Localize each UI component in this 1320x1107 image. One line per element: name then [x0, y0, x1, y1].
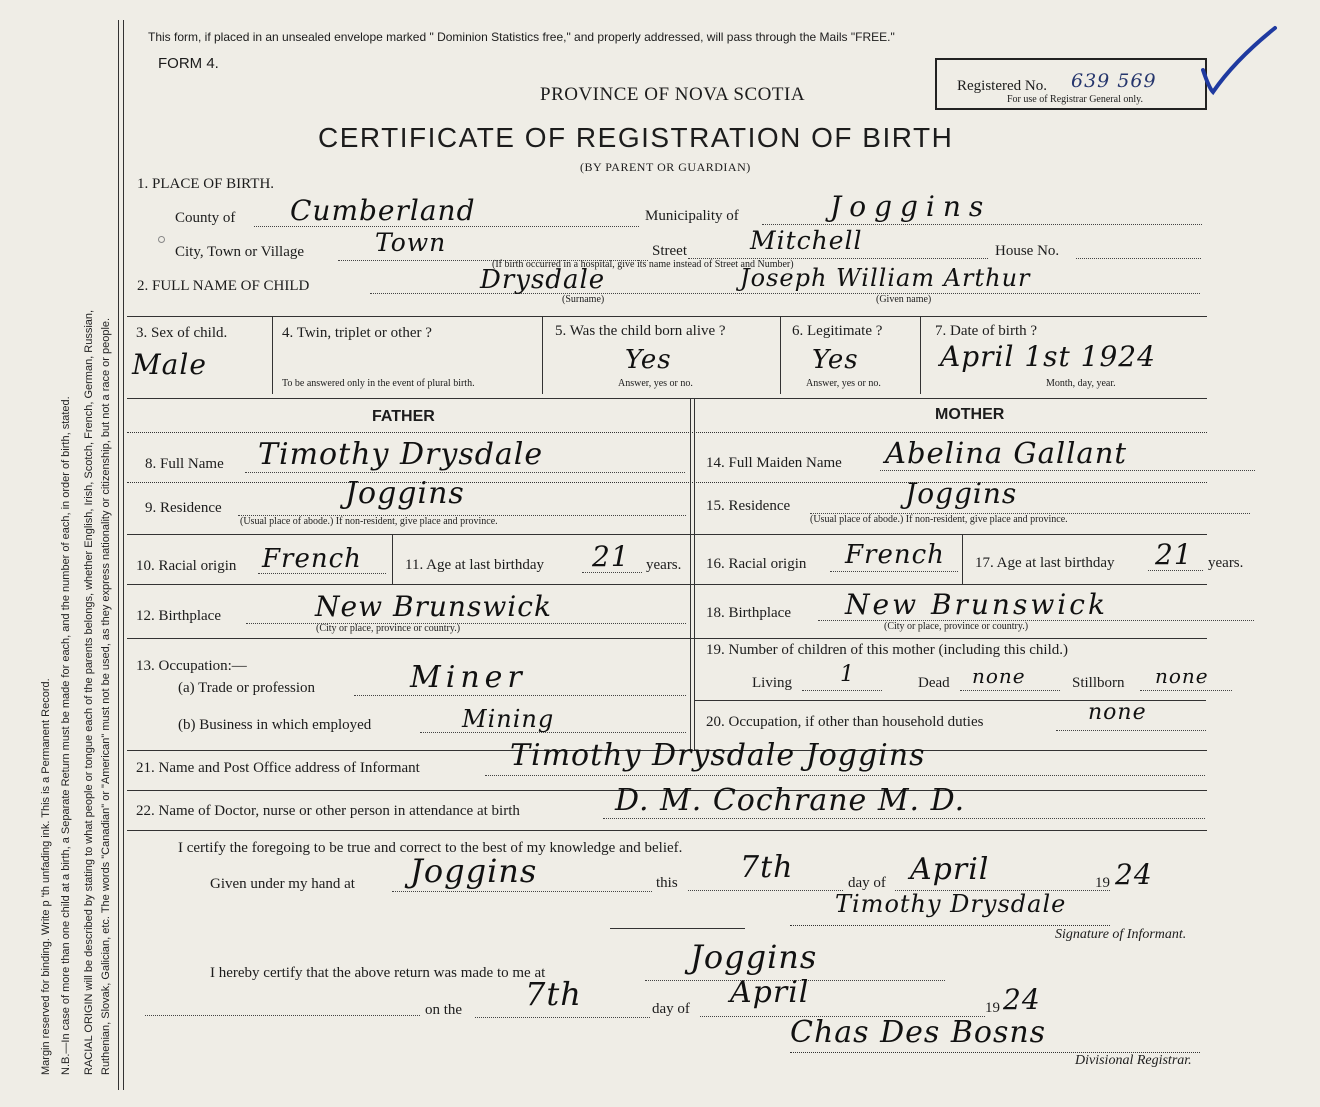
dob-value: April 1st 1924 [940, 340, 1156, 373]
street-label: Street [652, 243, 687, 259]
divider-10 [127, 534, 1207, 535]
informant-label: 21. Name and Post Office address of Informant [136, 760, 420, 776]
divider-8 [127, 432, 1207, 433]
municipality-line [762, 224, 1202, 225]
binding-margin-line [118, 20, 119, 1090]
father-residence-value: Joggins [345, 476, 465, 511]
col-divider-3 [780, 316, 781, 394]
father-years-label: years. [646, 557, 682, 573]
father-race-divider [392, 534, 393, 584]
informant-signature-line [790, 925, 1110, 926]
living-line [802, 690, 882, 691]
registered-number: 639 569 [1071, 70, 1157, 92]
registered-label: Registered No. [957, 78, 1047, 94]
house-label: House No. [995, 243, 1060, 259]
father-birthplace-label: 12. Birthplace [136, 608, 221, 624]
binding-margin-line-2 [123, 20, 124, 1090]
trade-label: (a) Trade or profession [178, 680, 316, 696]
legitimate-value: Yes [812, 345, 859, 375]
divider-12 [127, 584, 1207, 585]
given-caption: (Given name) [876, 294, 932, 305]
sex-value: Male [132, 348, 207, 381]
doctor-line [603, 818, 1205, 819]
street-value: Mitchell [750, 226, 863, 255]
given-day-line [688, 890, 843, 891]
doctor-label: 22. Name of Doctor, nurse or other person in attendance at birth [136, 803, 520, 819]
trade-value: Miner [410, 660, 527, 695]
business-value: Mining [462, 705, 555, 733]
stillborn-label: Stillborn [1072, 675, 1125, 691]
father-race-label: 10. Racial origin [136, 558, 237, 574]
certificate-title: CERTIFICATE OF REGISTRATION OF BIRTH [318, 122, 954, 153]
county-label: County of [175, 210, 236, 226]
mother-heading: MOTHER [935, 406, 1005, 423]
province-heading: PROVINCE OF NOVA SCOTIA [540, 84, 806, 105]
alive-note: Answer, yes or no. [618, 378, 693, 389]
given-day-value: 7th [740, 850, 794, 885]
registrar-month-value: April [730, 975, 810, 1010]
registrar-year-prefix: 19 [985, 1000, 1000, 1016]
registrar-day-of-label: day of [652, 1001, 690, 1017]
day-of-label: day of [848, 875, 886, 891]
registrar-statement: I hereby certify that the above return was made to me at [210, 965, 546, 981]
dead-line [960, 690, 1060, 691]
living-label: Living [752, 675, 792, 691]
mother-residence-value: Joggins [905, 477, 1018, 510]
col-divider-2 [542, 316, 543, 394]
mother-residence-note: (Usual place of abode.) If non-resident, give place and province. [810, 514, 1068, 525]
col-divider-1 [272, 316, 273, 394]
given-place-value: Joggins [410, 852, 538, 890]
registrar-signature: Chas Des Bosns [790, 1015, 1047, 1050]
child-given-name: Joseph William Arthur [740, 264, 1031, 292]
on-the-label: on the [425, 1002, 463, 1018]
father-heading: FATHER [372, 408, 435, 425]
city-value: Town [375, 228, 447, 257]
mother-residence-label: 15. Residence [706, 498, 791, 514]
dob-label: 7. Date of birth ? [935, 323, 1038, 339]
father-birthplace-value: New Brunswick [315, 590, 552, 623]
certificate-subtitle: (BY PARENT OR GUARDIAN) [580, 160, 751, 174]
child-surname: Drysdale [480, 265, 606, 295]
business-label: (b) Business in which employed [178, 717, 372, 733]
stillborn-line [1140, 690, 1232, 691]
mailing-notice: This form, if placed in an unsealed envelope marked " Dominion Statistics free," and properly addressed, will pass through the Mails "FREE." [148, 30, 895, 44]
given-year-prefix: 19 [1095, 875, 1110, 891]
margin-note-binding: Margin reserved for binding. Write p 'th unfading ink. This is a Permanent Record. [40, 678, 52, 1075]
mother-race-value: French [845, 540, 945, 570]
father-birthplace-note: (City or place, province or country.) [316, 623, 461, 634]
dead-label: Dead [918, 675, 950, 691]
mother-occupation-line [1056, 730, 1206, 731]
margin-note-racial-origin-cont: Ruthenian, Slovak, Galician, etc. The words "Canadian" or "American" must not be used, as they express nationality or citizenship, but not a race or people. [100, 317, 112, 1075]
living-value: 1 [840, 662, 855, 687]
hospital-note: (If birth occurred in a hospital, give its name instead of Street and Number) [492, 259, 794, 270]
place-of-birth-label: 1. PLACE OF BIRTH. [137, 176, 275, 192]
registered-box [935, 58, 1207, 110]
parents-center-divider [690, 398, 691, 750]
mother-occupation-value: none [1088, 700, 1147, 725]
children-count-label: 19. Number of children of this mother (including this child.) [706, 642, 1069, 658]
form-number: FORM 4. [158, 55, 219, 72]
registrar-day-line [475, 1017, 650, 1018]
dead-value: none [972, 664, 1026, 688]
mother-birthplace-value: New Brunswick [845, 588, 1108, 621]
given-place-line [392, 891, 652, 892]
margin-note-racial-origin: RACIAL ORIGIN will be described by stating to what people or tongue each of the parents belongs, whether English, Irish, Scotch, French, German, Russian, [83, 309, 95, 1075]
legitimate-label: 6. Legitimate ? [792, 323, 883, 339]
this-label: this [656, 875, 678, 891]
child-name-label: 2. FULL NAME OF CHILD [137, 278, 310, 294]
surname-caption: (Surname) [562, 294, 605, 305]
trade-line [354, 695, 686, 696]
mother-race-line [830, 571, 958, 572]
certify-statement: I certify the foregoing to be true and correct to the best of my knowledge and belief. [178, 840, 683, 856]
registrar-caption: Divisional Registrar. [1075, 1053, 1192, 1068]
legitimate-note: Answer, yes or no. [806, 378, 881, 389]
dob-note: Month, day, year. [1046, 378, 1116, 389]
mother-birthplace-label: 18. Birthplace [706, 605, 791, 621]
house-line [1076, 258, 1201, 259]
informant-signature: Timothy Drysdale [835, 890, 1067, 918]
mother-name-label: 14. Full Maiden Name [706, 455, 842, 471]
mother-race-divider [962, 534, 963, 584]
given-month-value: April [910, 852, 990, 887]
father-residence-note: (Usual place of abode.) If non-resident, give place and province. [240, 516, 498, 527]
twin-note: To be answered only in the event of plural birth. [282, 378, 475, 389]
city-label: City, Town or Village [175, 244, 305, 260]
mother-name-line [880, 470, 1255, 471]
informant-line [485, 775, 1205, 776]
father-residence-label: 9. Residence [145, 500, 222, 516]
margin-note-multiple-births: N.B.—In case of more than one child at a birth, a Separate Return must be made for each, and the number of each, in order of birth, stated. [60, 396, 72, 1075]
father-race-value: French [262, 544, 362, 574]
alive-label: 5. Was the child born alive ? [555, 323, 726, 339]
col-divider-4 [920, 316, 921, 394]
registrar-place-value: Joggins [690, 938, 818, 976]
given-under-hand-label: Given under my hand at [210, 876, 355, 892]
father-age-value: 21 [592, 540, 630, 573]
mother-birthplace-note: (City or place, province or country.) [884, 621, 1029, 632]
mother-occupation-label: 20. Occupation, if other than household duties [706, 714, 984, 730]
divider-9 [127, 482, 1207, 483]
divider-13 [127, 638, 1207, 639]
father-birthplace-line [246, 623, 686, 624]
separator-short [610, 928, 745, 929]
row-divider-parents [127, 398, 1207, 399]
father-occupation-label: 13. Occupation:— [136, 658, 247, 674]
mother-age-value: 21 [1155, 538, 1193, 571]
mother-race-label: 16. Racial origin [706, 556, 807, 572]
registrar-note: For use of Registrar General only. [1007, 94, 1143, 105]
sex-label: 3. Sex of child. [136, 325, 228, 341]
registrar-year-value: 24 [1003, 983, 1041, 1016]
divider-bottom [127, 830, 1207, 831]
check-mark-icon [1195, 20, 1285, 115]
informant-signature-caption: Signature of Informant. [1055, 927, 1187, 942]
county-value: Cumberland [290, 194, 476, 227]
twin-label: 4. Twin, triplet or other ? [282, 325, 432, 341]
father-name-value: Timothy Drysdale [258, 437, 544, 472]
municipality-value: Joggins [830, 190, 992, 223]
parents-center-divider-2 [694, 398, 695, 750]
father-name-line [245, 472, 685, 473]
alive-value: Yes [625, 345, 672, 375]
municipality-label: Municipality of [645, 208, 739, 224]
mother-name-value: Abelina Gallant [885, 436, 1128, 470]
binder-hole-icon [158, 236, 165, 243]
row-divider-top [127, 316, 1207, 317]
mother-years-label: years. [1208, 555, 1244, 571]
father-age-label: 11. Age at last birthday [405, 557, 544, 573]
given-year-value: 24 [1115, 858, 1153, 891]
registrar-left-line [145, 1015, 420, 1016]
registrar-day-value: 7th [525, 975, 582, 1013]
father-name-label: 8. Full Name [145, 456, 224, 472]
stillborn-value: none [1155, 664, 1209, 688]
doctor-value: D. M. Cochrane M. D. [615, 783, 966, 818]
mother-age-label: 17. Age at last birthday [975, 555, 1115, 571]
informant-value: Timothy Drysdale Joggins [510, 738, 926, 773]
